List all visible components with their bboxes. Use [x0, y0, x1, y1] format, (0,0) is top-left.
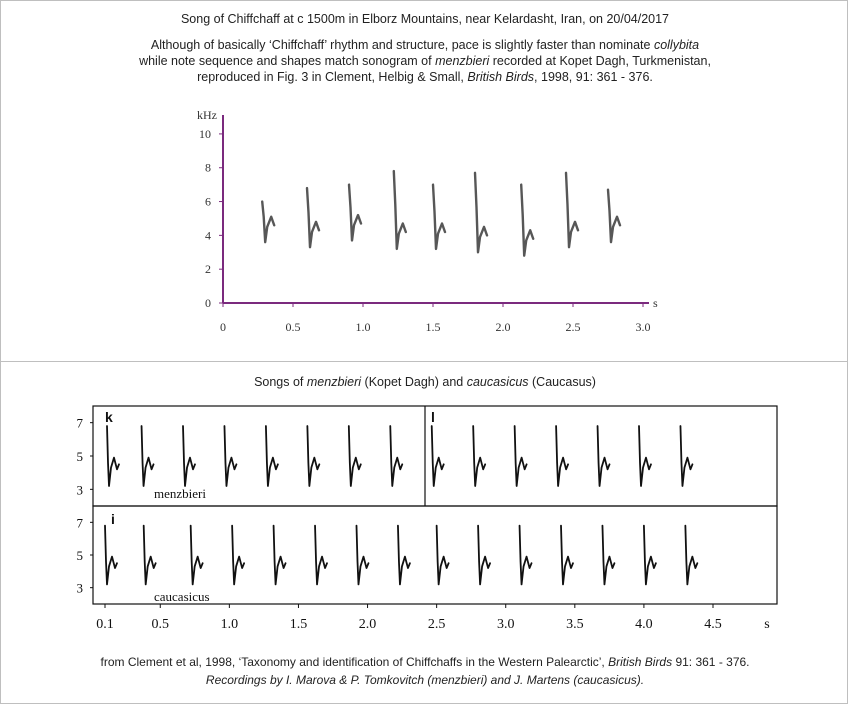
song-note	[307, 188, 319, 247]
y-tick-label: 5	[76, 548, 83, 563]
bottom-footer-line1: from Clement et al, 1998, ‘Taxonomy and identification of Chiffchaffs in the Western Palearctic’, British Birds 91: 361 - 376.	[100, 655, 750, 669]
x-axis-label: s	[653, 296, 658, 310]
x-tick-label: 1.0	[355, 320, 371, 334]
song-note	[356, 526, 368, 585]
x-tick-label: 1.5	[425, 320, 441, 334]
x-tick-label: 4.0	[635, 617, 653, 632]
y-tick-label: 0	[205, 296, 211, 310]
song-note	[644, 526, 656, 585]
song-note	[142, 426, 154, 486]
x-tick-label: 3.0	[496, 617, 515, 632]
song-note	[556, 426, 568, 486]
y-axis-label: kHz	[197, 108, 217, 122]
top-description-line3: reproduced in Fig. 3 in Clement, Helbig & Small, British Birds, 1998, 91: 361 - 376.	[197, 70, 653, 84]
series-label-caucasicus: caucasicus	[154, 589, 210, 604]
song-note	[232, 526, 244, 585]
song-note	[473, 426, 485, 486]
song-note	[608, 190, 620, 242]
song-note	[107, 426, 119, 486]
y-tick-label: 7	[76, 515, 83, 531]
bottom-footer-line2: Recordings by I. Marova & P. Tomkovitch (menzbieri) and J. Martens (caucasicus).	[205, 673, 645, 687]
bottom-notes	[105, 426, 697, 584]
y-tick-label: 5	[76, 449, 83, 464]
panel-label: k	[105, 409, 113, 425]
song-note	[349, 426, 361, 486]
y-tick-label: 6	[205, 194, 211, 209]
song-note	[144, 526, 156, 585]
top-description-line1: Although of basically ‘Chiffchaff’ rhythm and structure, pace is slightly faster than nominate collybita	[150, 38, 700, 52]
song-note	[566, 173, 578, 247]
song-note	[680, 426, 692, 486]
x-tick-label: 2.0	[495, 320, 511, 334]
song-note	[398, 526, 410, 585]
x-tick-label: 0	[220, 320, 226, 334]
bottom-ticks	[96, 604, 769, 632]
x-tick-label: 0.5	[285, 320, 301, 334]
song-note	[224, 426, 236, 486]
y-tick-label: 8	[205, 160, 211, 175]
bottom-frames	[77, 406, 778, 604]
song-note	[685, 526, 697, 585]
panel-label: l	[431, 409, 435, 425]
song-note	[266, 426, 278, 486]
song-note	[521, 185, 533, 256]
song-note	[394, 171, 406, 249]
song-note	[433, 185, 445, 249]
top-sonogram-chart	[1, 1, 849, 363]
x-tick-label: 0.5	[151, 617, 170, 632]
x-tick-label: 1.5	[289, 617, 308, 632]
y-tick-label: 3	[76, 482, 83, 498]
song-note	[478, 526, 490, 585]
song-note	[515, 426, 527, 486]
song-note	[598, 426, 610, 486]
song-note	[520, 526, 532, 585]
bottom-panel	[0, 361, 848, 704]
song-note	[307, 426, 319, 486]
x-tick-label: 3.5	[566, 617, 584, 632]
song-note	[105, 526, 117, 585]
song-note	[437, 526, 449, 585]
song-note	[274, 526, 286, 585]
song-note	[475, 173, 487, 252]
x-tick-label: 3.0	[635, 320, 651, 334]
panel-label: i	[111, 511, 115, 527]
x-axis-label: s	[764, 617, 770, 632]
x-tick-label: 2.5	[565, 320, 581, 334]
y-tick-label: 7	[76, 415, 83, 431]
x-tick-label: 1.0	[220, 617, 239, 632]
y-tick-label: 3	[76, 580, 83, 596]
y-tick-label: 4	[205, 228, 211, 243]
y-tick-label: 2	[205, 262, 211, 277]
song-note	[349, 185, 361, 241]
x-tick-label: 2.5	[427, 617, 446, 632]
top-description-line2: while note sequence and shapes match sonogram of menzbieri recorded at Kopet Dagh, Turkmenistan,	[139, 54, 711, 68]
y-tick-label: 10	[199, 126, 211, 141]
x-tick-label: 4.5	[704, 617, 722, 632]
song-note	[639, 426, 651, 486]
top-title: Song of Chiffchaff at c 1500m in Elborz Mountains, near Kelardasht, Iran, on 20/04/2017	[180, 12, 670, 26]
song-note	[390, 426, 402, 486]
series-label-menzbieri: menzbieri	[154, 486, 206, 501]
x-tick-label: 0.1	[96, 617, 114, 632]
top-notes	[262, 171, 620, 256]
song-note	[602, 526, 614, 585]
song-note	[262, 202, 274, 243]
song-note	[191, 526, 203, 585]
song-note	[432, 426, 444, 486]
x-tick-label: 2.0	[358, 617, 377, 632]
song-note	[315, 526, 327, 585]
top-axes	[197, 108, 658, 334]
song-note	[183, 426, 195, 486]
bottom-title: Songs of menzbieri (Kopet Dagh) and caucasicus (Caucasus)	[254, 375, 596, 389]
song-note	[561, 526, 573, 585]
